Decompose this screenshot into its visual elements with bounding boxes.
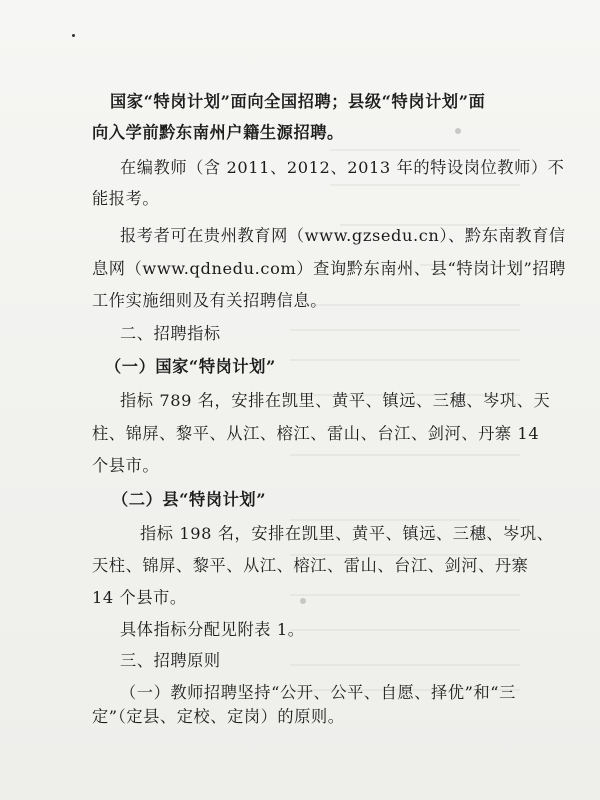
body-line-3: 在编教师（含 2011、2012、2013 年的特设岗位教师）不 — [120, 158, 565, 177]
body-line-16: 14 个县市。 — [92, 588, 187, 607]
body-line-7: 工作实施细则及有关招聘信息。 — [92, 291, 328, 310]
body-line-11: 柱、锦屏、黎平、从江、榕江、雷山、台江、剑河、丹寨 14 — [92, 424, 540, 443]
body-line-14: 指标 198 名，安排在凯里、黄平、镇远、三穗、岑巩、 — [140, 524, 554, 543]
body-line-20: 定”（定县、定校、定岗）的原则。 — [92, 707, 345, 726]
body-line-2: 向入学前黔东南州户籍生源招聘。 — [92, 123, 344, 142]
body-line-12: 个县市。 — [92, 456, 160, 475]
body-line-15: 天柱、锦屏、黎平、从江、榕江、雷山、台江、剑河、丹寨 — [92, 556, 529, 575]
body-line-6: 息网（www.qdnedu.com）查询黔东南州、县“特岗计划”招聘 — [92, 259, 566, 278]
subheading-county: （二）县“特岗计划” — [112, 490, 267, 509]
body-line-19: （一）教师招聘坚持“公开、公平、自愿、择优”和“三 — [120, 683, 516, 702]
subheading-national: （一）国家“特岗计划” — [105, 357, 276, 376]
body-line-4: 能报考。 — [92, 189, 160, 208]
body-line-17: 具体指标分配见附表 1。 — [120, 620, 305, 639]
body-line-5: 报考者可在贵州教育网（www.gzsedu.cn）、黔东南教育信 — [120, 226, 566, 245]
section-heading-3: 三、招聘原则 — [120, 651, 221, 670]
section-heading-2: 二、招聘指标 — [120, 324, 221, 343]
body-line-10: 指标 789 名，安排在凯里、黄平、镇远、三穗、岑巩、天 — [120, 391, 551, 410]
body-line-1: 国家“特岗计划”面向全国招聘；县级“特岗计划”面 — [110, 92, 486, 111]
